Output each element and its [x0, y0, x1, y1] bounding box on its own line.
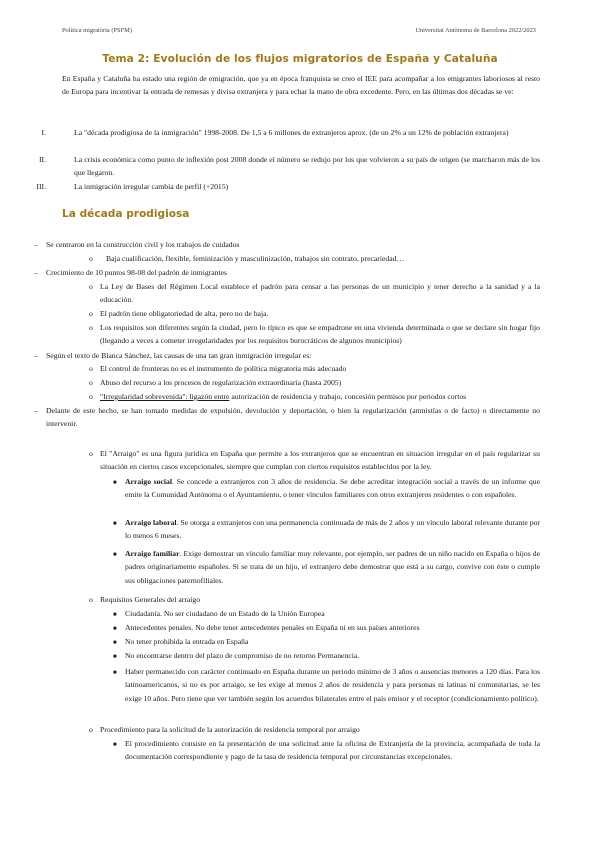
- circle-bullet: o: [89, 725, 93, 734]
- square-bullet: ■: [113, 640, 117, 646]
- list-item: Arraigo social. Se concede a extranjeros con 3 años de residencia. Se debe acreditar integración social a través de un informe que emite la Comunidad Autónoma o el Ayuntamiento, o tener vínculos familiares con otros extranjeros residentes o con españoles.: [125, 477, 540, 500]
- list-item: Se centraron en la construcción civil y los trabajos de cuidados: [46, 240, 240, 249]
- dash-bullet: –: [34, 406, 38, 415]
- list-item: El procedimiento consiste en la presentación de una solicitud ante la oficina de Extranjería de la provincia, acompañada de toda la documentación correspondiente y pago de la tasa de residencia temporal por circunstancias excepcionales.: [125, 739, 540, 762]
- circle-bullet: o: [89, 323, 93, 332]
- list-item: Antecedentes penales. No debe tener antecedentes penales en España ni en sus países anteriores: [125, 623, 420, 632]
- square-bullet: ■: [113, 626, 117, 632]
- list-item: Ciudadanía. No ser ciudadano de un Estado de la Unión Europea: [125, 609, 325, 618]
- circle-bullet: o: [89, 254, 93, 263]
- square-bullet: ■: [113, 654, 117, 660]
- dash-bullet: –: [34, 351, 38, 360]
- list-item: El control de fronteras no es el instrumento de política migratoria más adecuado: [100, 364, 347, 373]
- list-item: Baja cualificación, flexible, feminización y masculinización, trabajos sin contrato, precariedad…: [106, 254, 405, 263]
- list-item: Haber permanecido con carácter continuado en España durante un periodo mínimo de 3 años o ausencias menores a 120 días. Para los latinoamericanos, si no es por arraigo, se les exige al menos 2 años de residencia y para personas ni latinas ni comunitarias, se les exige 10 años. Pero tiene que ver también según los acuerdos bilaterales entre el país emisor y el receptor (condicionamiento político).: [125, 667, 540, 703]
- list-item: Requisitos Generales del arraigo: [100, 595, 201, 604]
- circle-bullet: o: [89, 449, 93, 458]
- list-item: "Irregularidad sobrevenida": ligazón entre autorización de residencia y trabajo, concesión permisos por periodos cortos: [100, 392, 467, 401]
- square-bullet: ■: [113, 612, 117, 618]
- square-bullet: ■: [113, 670, 117, 676]
- list-item: Según el texto de Blanca Sánchez, las causas de una tan gran inmigración irregular es:: [46, 351, 312, 360]
- list-item: Arraigo laboral. Se otorga a extranjeros con una permanencia continuada de más de 2 años y un vínculo laboral relevante durante por lo menos 6 meses.: [125, 518, 540, 541]
- circle-bullet: o: [89, 309, 93, 318]
- list-item: Crecimiento de 10 puntos 98-08 del padrón de inmigrantes: [46, 268, 228, 277]
- header-left: Política migratòria (PSFM): [62, 27, 132, 34]
- square-bullet: ■: [113, 552, 117, 558]
- dash-bullet: –: [34, 268, 38, 277]
- section-title: La década prodigiosa: [62, 208, 190, 220]
- underlined-text: "Irregularidad sobrevenida": ligazón entre: [100, 392, 230, 401]
- square-bullet: ■: [113, 480, 117, 486]
- list-item: No encontrarse dentro del plazo de compromiso de no retorno Permanencia.: [125, 651, 360, 660]
- list-item: La Ley de Bases del Régimen Local establece el padrón para censar a las personas de un municipio y tener derecho a la sanidad y a la educación.: [100, 282, 540, 305]
- roman-item-1: I. La "década prodigiosa de la inmigración" 1998-2008. De 1,5 a 6 millones de extranjeros aprox. (de un 2% a un 12% de población extranjera): [41, 128, 509, 137]
- square-bullet: ■: [113, 521, 117, 527]
- roman-item-2: II. La crisis económica como punto de inflexión post 2008 donde el número se redujo por los que volvieron a su país de origen (se marcharon más de los que llegaron.: [38, 155, 540, 178]
- header-right: Universitat Autònoma de Barcelona 2022/2023: [415, 27, 536, 34]
- list-item: Delante de este hecho, se han tomado medidas de expulsión, devolución y deportación, o bien la regularización (amnistías o de facto) o directamente no intervenir.: [46, 406, 540, 429]
- dash-bullet: –: [34, 240, 38, 249]
- circle-bullet: o: [89, 595, 93, 604]
- list-item: Procedimiento para la solicitud de la autorización de residencia temporal por arraigo: [100, 725, 360, 734]
- square-bullet: ■: [113, 742, 117, 748]
- document-title: Tema 2: Evolución de los flujos migratorios de España y Cataluña: [102, 53, 498, 65]
- list-item: Los requisitos son diferentes según la ciudad, pero lo típico es que se empadrone en una vivienda determinada o que se declare sin hogar fijo (llegando a veces a cometer irregularidades por los requisitos burocráticos de algunos municipios): [100, 323, 540, 346]
- circle-bullet: o: [89, 378, 93, 387]
- list-item: El padrón tiene obligatoriedad de alta, pero no de baja.: [100, 309, 269, 318]
- roman-item-3: III. La inmigración irregular cambia de perfil (+2015): [36, 182, 229, 191]
- circle-bullet: o: [89, 282, 93, 291]
- circle-bullet: o: [89, 364, 93, 373]
- list-item: Abuso del recurso a los procesos de regularización extraordinaria (hasta 2005): [100, 378, 342, 387]
- circle-bullet: o: [89, 392, 93, 401]
- intro-paragraph: En España y Cataluña ha estado una región de emigración, que ya en época franquista se creo el IEE para acompañar a los emigrantes laboriosos al resto de Europa para incentivar la entrada de remesas y divisa extranjera y para echar la mano de obra excedente. Pero, en las últimas dos décadas se ve:: [62, 74, 540, 97]
- list-item: No tener prohibida la entrada en España: [125, 637, 249, 646]
- list-item: Arraigo familiar. Exige demostrar un vínculo familiar muy relevante, por ejemplo, ser padres de un niño nacido en España o hijos de padres originariamente españoles. Si se trata de un hijo, el extranjero debe demostrar que está a su cargo, convive con éste o cumple sus obligaciones paternofiliales.: [125, 549, 541, 585]
- list-item: El "Arraigo" es una figura jurídica en España que permite a los extranjeros que se encuentran en situación irregular en el país regularizar su situación en ciertos casos excepcionales, siempre que cumplan con ciertos requisitos establecidos por la ley.: [100, 449, 540, 472]
